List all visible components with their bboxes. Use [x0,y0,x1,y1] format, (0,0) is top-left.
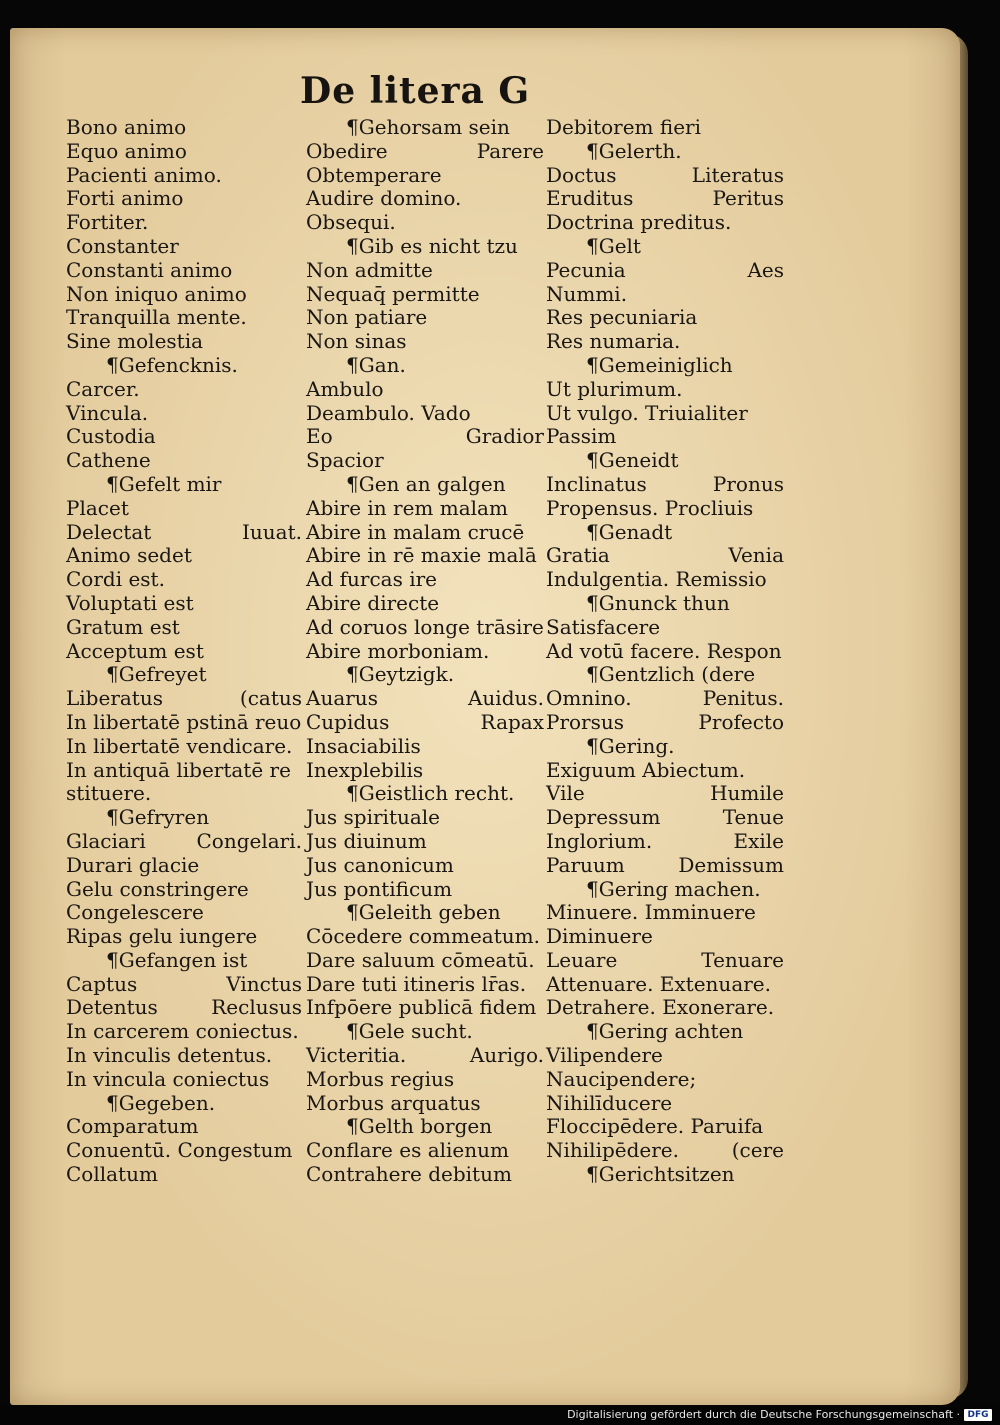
text-line: Placet [66,495,129,520]
text-line-part: Obedire [306,138,388,163]
text-line: stituere. [66,781,152,806]
text-line: Exiguum Abiectum. [546,757,746,782]
text-line: Spacior [306,448,384,473]
footer-credit: Digitalisierung gefördert durch die Deutsche Forschungsgemeinschaft · [567,1408,960,1421]
text-line-part: Gratia [546,543,610,568]
text-line: Passim [546,424,617,449]
text-line: Cōcedere commeatum. [306,924,540,949]
text-line: Non sinas [306,329,407,354]
text-line-part: Inglorium. [546,828,653,853]
text-line [546,806,784,830]
text-line [66,996,302,1020]
entry-heading: ¶Geneidt [586,448,679,473]
text-line: Satisfacere [546,614,661,639]
entry-heading: ¶Gerichtsitzen [586,1162,735,1187]
text-line: Gratum est [66,614,180,639]
text-line: Contrahere debitum [306,1162,512,1187]
text-line: In vinculis detentus. [66,1043,273,1068]
text-line: Bono animo [66,115,187,139]
text-line-part: Pronus [712,471,784,496]
entry-heading: ¶Gegeben. [106,1090,216,1115]
text-line: In libertatē pstinā reuo [66,709,302,734]
text-line: Abire morboniam. [306,638,490,663]
text-line [546,544,784,568]
text-line: Morbus regius [306,1066,455,1091]
text-line: Vilipendere [546,1043,663,1068]
text-line-part: Depressum [546,805,661,830]
text-line [546,711,784,735]
text-line: Sine molestia [66,329,204,354]
entry-heading: ¶Geistlich recht. [346,781,515,806]
entry-heading: ¶Gefencknis. [106,352,238,377]
text-line: In antiquā libertatē re [66,757,291,782]
text-line-part: Liberatus [66,686,163,711]
text-line: Fortiter. [66,210,149,235]
text-line: Voluptati est [66,590,194,615]
text-line: Abire in rem malam [306,495,508,520]
entry-heading: ¶Gelt [586,233,641,258]
text-line: Morbus arquatus [306,1090,481,1115]
text-line [546,164,784,188]
text-line-part: Cupidus [306,709,390,734]
column-right [546,116,784,1187]
text-line [546,949,784,973]
entry-heading: ¶Gefelt mir [106,471,222,496]
text-line: Ad furcas ire [306,567,437,592]
text-line: Equo animo [66,138,187,163]
text-line: Floccipēdere. Paruifa [546,1114,764,1139]
text-line: Doctrina preditus. [546,210,732,235]
text-line [306,1044,544,1068]
text-line-part: Doctus [546,162,617,187]
text-line [546,687,784,711]
text-line [546,854,784,878]
text-line: Custodia [66,424,156,449]
text-line: Abire in rē maxie malā [306,543,537,568]
text-line-part: Exile [733,828,784,853]
text-line: Propensus. Procliuis [546,495,754,520]
text-line: In carcerem coniectus. [66,1019,299,1044]
text-line-part: Nihilipēdere. [546,1138,679,1163]
text-line: Inexplebilis [306,757,424,782]
text-line-part: Vinctus [226,971,302,996]
column-middle [306,116,544,1187]
entry-heading: ¶Gefreyet [106,662,207,687]
entry-heading: ¶Gering machen. [586,876,761,901]
text-line-part: Glaciari [66,828,146,853]
text-line: In vincula coniectus [66,1066,270,1091]
entry-heading: ¶Gefryren [106,805,210,830]
entry-heading: ¶Geytzigk. [346,662,455,687]
text-line: Congelescere [66,900,204,925]
text-line [306,687,544,711]
text-line-part: Venia [728,543,784,568]
text-line [546,187,784,211]
text-line: Indulgentia. Remissio [546,567,767,592]
column-left [66,116,302,1187]
text-line-part: Demissum [678,852,784,877]
text-line: Audire domino. [306,186,462,211]
text-line-part: Humile [710,781,784,806]
text-line-part: Profecto [698,709,784,734]
text-line-part: Penitus. [702,686,784,711]
text-line: Nihilīducere [546,1090,673,1115]
text-line-part: Omnino. [546,686,632,711]
text-line-part: Peritus [712,186,784,211]
text-line: Obsequi. [306,210,396,235]
text-line-part: Tenuare [701,947,784,972]
text-line-part: Eruditus [546,186,634,211]
text-line-part: Paruum [546,852,625,877]
text-line: Jus pontificum [306,876,453,901]
text-line: Cordi est. [66,567,165,592]
text-line: Carcer. [66,376,140,401]
text-line: Conuentū. Congestum [66,1138,293,1163]
entry-heading: ¶Gefangen ist [106,947,248,972]
text-line-part: Prorsus [546,709,625,734]
text-line-part: Delectat [66,519,152,544]
entry-heading: ¶Gib es nicht tzu [346,233,518,258]
text-line-part: Parere [476,138,544,163]
text-line: Comparatum [66,1114,199,1139]
text-line [546,830,784,854]
text-line [306,425,544,449]
text-line: Constanter [66,233,179,258]
text-line: Deambulo. Vado [306,400,471,425]
text-line: Debitorem fieri [546,115,701,139]
text-line-part: Aurigo. [469,1043,544,1068]
text-line: Naucipendere; [546,1066,697,1091]
text-line-part: Leuare [546,947,618,972]
text-line: Animo sedet [66,543,192,568]
text-line: Forti animo [66,186,184,211]
text-line: Non admitte [306,257,433,282]
text-line: Nummi. [546,281,628,306]
entry-heading: ¶Gele sucht. [346,1019,473,1044]
text-line: Durari glacie [66,852,200,877]
text-line: Ripas gelu iungere [66,924,258,949]
text-line-part: Aes [747,257,784,282]
entry-heading: ¶Gen an galgen [346,471,506,496]
text-line: Obtemperare [306,162,442,187]
text-line: Jus spirituale [306,805,441,830]
text-line: Jus canonicum [306,852,454,877]
text-line: Dare tuti itineris lr̄as. [306,971,527,996]
text-line-part: Detentus [66,995,158,1020]
text-line-part: Pecunia [546,257,626,282]
text-line: Pacienti animo. [66,162,222,187]
text-line: Dare saluum cōmeatū. [306,947,535,972]
text-line: Attenuare. Extenuare. [546,971,771,996]
text-line: Ut vulgo. Triuialiter [546,400,748,425]
text-line: Infpōere publicā fidem [306,995,537,1020]
text-line [66,973,302,997]
text-line: Ut plurimum. [546,376,683,401]
text-line: Abire directe [306,590,440,615]
text-line-part: Vile [546,781,585,806]
text-line: Non patiare [306,305,428,330]
text-line-part: Rapax [480,709,544,734]
text-line-part: Gradior [465,424,544,449]
entry-heading: ¶Gnunck thun [586,590,730,615]
page-heading: De litera G [300,70,531,112]
text-line-part: (cere [731,1138,784,1163]
text-line-part: Auidus. [467,686,544,711]
text-line-part: Victeritia. [306,1043,407,1068]
text-line [546,1139,784,1163]
text-line: Jus diuinum [306,828,427,853]
entry-heading: ¶Genadt [586,519,673,544]
entry-heading: ¶Gan. [346,352,406,377]
text-line-part: Iuuat. [242,519,302,544]
entry-heading: ¶Gehorsam sein [346,115,510,139]
entry-heading: ¶Gelth borgen [346,1114,493,1139]
text-line: Minuere. Imminuere [546,900,756,925]
entry-heading: ¶Gentzlich (dere [586,662,756,687]
text-line: Gelu constringere [66,876,249,901]
entry-heading: ¶Gering achten [586,1019,744,1044]
entry-heading: ¶Gering. [586,733,675,758]
text-line: Non iniquo animo [66,281,247,306]
text-line [306,711,544,735]
entry-heading: ¶Gemeiniglich [586,352,733,377]
text-line: Ad coruos longe trāsire [306,614,544,639]
entry-heading: ¶Geleith geben [346,900,501,925]
text-line: Acceptum est [66,638,204,663]
entry-heading: ¶Gelerth. [586,138,682,163]
text-line-part: Captus [66,971,138,996]
text-line: Conflare es alienum [306,1138,509,1163]
text-line: Ad votū facere. Respon [546,638,782,663]
text-line: Constanti animo [66,257,233,282]
text-line [546,259,784,283]
text-line: Diminuere [546,924,653,949]
text-line: Collatum [66,1162,158,1187]
text-line-part: Congelari. [196,828,302,853]
text-line [546,782,784,806]
text-line [66,687,302,711]
dfg-logo: DFG [964,1409,992,1421]
text-line: Res numaria. [546,329,681,354]
text-line-part: Reclusus [211,995,302,1020]
text-line [66,521,302,545]
text-line: Insaciabilis [306,733,421,758]
text-line: Tranquilla mente. [66,305,247,330]
text-line-part: Eo [306,424,333,449]
text-line [66,830,302,854]
text-line: Cathene [66,448,151,473]
text-line: Detrahere. Exonerare. [546,995,775,1020]
text-line: Abire in malam crucē [306,519,525,544]
text-line-part: Literatus [691,162,784,187]
text-line-part: (catus [239,686,302,711]
text-line: Nequaq̄ permitte [306,281,480,306]
text-line-part: Auarus [306,686,378,711]
text-line: Res pecuniaria [546,305,698,330]
text-line-part: Tenue [722,805,784,830]
text-line: Ambulo [306,376,384,401]
text-line [306,140,544,164]
text-line [546,473,784,497]
text-line: In libertatē vendicare. [66,733,293,758]
text-line-part: Inclinatus [546,471,647,496]
text-line: Vincula. [66,400,149,425]
